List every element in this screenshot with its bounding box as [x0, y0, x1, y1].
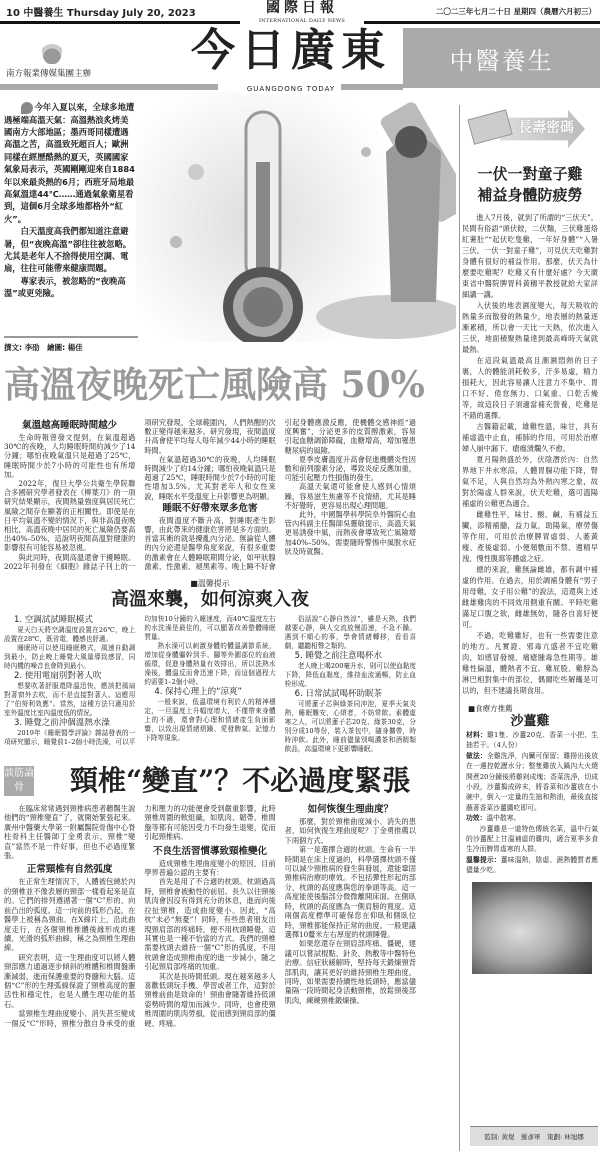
- tip-text: 夏天白天將空調溫度設置在26℃，晚上設置在28℃，既省電，體感也舒適。: [4, 626, 136, 644]
- quote-icon: [21, 102, 33, 114]
- article-paragraph: 2022年，復旦大學公共衛生學院聯合多國研究學者發表在《柳葉刀》的一項研究結果顯示，夜間熱量強度與居民死亡風險之間存在顯著的正相關性。即使是在日平均氣溫不變的情況下，與非高溫夜晚相比，高溫夜晚中居民的死亡風險仍要高出40%–50%，這說明夜間高溫對健康的影響很有可能容易被忽視。: [4, 479, 136, 553]
- lead-text: [4, 101, 136, 300]
- tip-text: 想要吹著舒服還降溫迅快，應該把風扇對著窗外去吹，而不是直接對著人。這應用了“伯努利效應”。當然，這種方法只適用於室外溫度比室內溫度低的情況。: [4, 682, 136, 718]
- tip-heading: 6. 日常試試喝杯助眠茶: [294, 689, 382, 700]
- chicken-dish-photo: [472, 882, 592, 974]
- tip-text: 2019年《睡眠醫學評論》雜誌發表的一項研究顯示，睡覺前1–2個小時洗澡，可以平均加快10分鐘的入睡速度，而40℃溫度左右的水洗澡是最佳的，可以顯著改善整體睡眠質量。: [4, 615, 276, 747]
- spine-headline: 頸椎“變直”？不必過度緊張: [70, 764, 411, 798]
- section-title: 中醫養生: [403, 28, 600, 88]
- article-paragraph: 與此同時，夜間高溫還會干擾睡眠。2022年刊發在《細胞》雜誌子刊上的一項研究發現，全球範圍內，人們熱醒的次數正變得越來越多。研究發現，夜間溫度升高會使平均每人每年減少44小時的睡眠時間。: [4, 418, 276, 571]
- recipe-method: [466, 751, 598, 813]
- article-paragraph: 總的來說，雞無論雌雄，都有調中補虛的作用。在過去，用於調補身體有“男子用母雞，女子用公雞”的說法，這還與上述雌雄雞肉的不同效用側重有關。平時吃雞滿足口腹之欲，雌雄無妨，隨各自喜好便可。: [462, 565, 598, 629]
- article-paragraph: 造成頸椎生理曲度變小的原因，目前學界普遍公認的主要有：: [144, 858, 276, 878]
- publisher-logo: [6, 30, 106, 79]
- value: 溫中散寒。: [486, 814, 521, 823]
- tip-heading: 2. 使用電扇別對著人吹: [14, 671, 102, 682]
- sidebar-headline-line: 補益身體防疲勞: [477, 186, 583, 204]
- banner-label: 長壽密碼: [518, 120, 574, 136]
- article-paragraph: 第一是選擇合適的枕頭。生命有一半時間是在床上度過的，科學選擇枕頭不僅可以減少頸椎病的發生與發展，還能鞏固頸椎病治療的療效。不包括彈性形起的部分，枕頭的高度應與您的拳頭等高。這一高度能使後腦部分微微離開床面。在側臥時，枕頭的高度應為一側肩膀的寬度。這兩個高度標準可確保您在仰臥和側臥位時，頸椎都能保持正常的曲度。一般建議選擇10釐米左右厚度的枕頭睡覺。: [284, 845, 416, 939]
- article-paragraph: 夏季皮膚溫度升高會促進機體炎性因數和前列腺素分泌，導致炎症反應加重，可能引起壓力性損傷的發生。: [284, 454, 416, 483]
- article-subheading: 不良生活習慣導致頸椎變化: [152, 845, 267, 857]
- article-paragraph: 如果您還存在頸肩部疼痛、僵硬，建議可以嘗試棍點、針灸、熱敷等中醫特色治療。信症狀緩解時，堅持每天鍛煉頸背部肌肉，讓其更好的維持頸椎生理曲度。同時，如果需要持續性地低頭時，應當儘量隔一段時間起身活動頸椎，放鬆頸後部肌肉，練練頸椎鍛煉操。: [284, 939, 416, 1005]
- tip-heading: 1. 空調試試睡眠模式: [14, 615, 93, 626]
- value: 雞1隻、沙薑20克、香菜一小把、生抽若干。（4人份）: [466, 731, 598, 750]
- lead-paragraph: 專家表示，被忽略的“夜晚高溫”或更兇險。: [4, 275, 126, 299]
- left-content: [4, 418, 416, 1028]
- issue-date: 二〇二三年七月二十日 星期四（農曆六月初三）: [435, 7, 596, 16]
- lead-paragraph: 白天溫度高我們都知道注意避暑，但“夜晚高溫”卻往往被忽略。尤其是老年人不捨得使用空調、電扇，往往可能帶來健康問題。: [4, 226, 132, 274]
- article-paragraph: 此外，中國醫學科學院阜外醫院心血管內科副主任醫師吳靈敏提示，高溫天氣更易誘發中風，而熱夜會導致死亡風險增加40%–50%。需要隨時警惕中風脫水症狀及時就醫。: [284, 510, 416, 556]
- article-subheading: 睡眠不好帶來眾多危害: [162, 502, 258, 514]
- recipe-materials: [466, 730, 598, 751]
- lead-paragraph-text: 今年入夏以來，全球多地遭遇極端高溫天氣：高溫熱浪炙烤美國南方大部地區；墨西哥同樣遭遇高溫之苦，高溫致死超百人；歐洲同樣在經歷酷熱的夏天，英國國家氣象局表示，英國剛剛迎來自1884年以來最炎熱的6月；西班牙局地最高氣溫達44℃……通過氣象衛星看到，這個6月全球多地都格外“紅火”。: [4, 102, 135, 224]
- divider: [4, 336, 138, 338]
- article-paragraph: 當頸椎生理曲度變小、消失甚至變成一個反“C”形時，頸椎分散自身承受的重力和壓力的功能便會受到嚴重影響，此時頸椎周圍的軟組織，如肌肉、韌帶、椎間盤等都有可能因受力不均發生退變，從而引起頸椎病。: [4, 804, 276, 1028]
- flame-logo-icon: [42, 30, 62, 64]
- article-paragraph: 那麼，對於頸椎曲度減小、消失的患者，如何恢復生理曲度呢？丁金勇推薦以下兩個方式。: [284, 817, 416, 845]
- column-tag: 談筋論骨: [4, 766, 34, 796]
- paper-name: [240, 0, 364, 27]
- lead-paragraph: [4, 101, 136, 225]
- spine-article: [4, 804, 416, 1028]
- tip-text: 俗話說“心靜自然涼”，雖是天熱，我們越要心靜，與人交流放慢語速，不急不躁。遇到不順心的事，學會情緒轉移，看看喜劇，聽聽相聲之類的。: [284, 615, 416, 651]
- article-subheading: 正常頸椎有自然弧度: [26, 864, 113, 876]
- article-paragraph: 在氣溫超過30℃的夜晚，人均睡眠時間減少了約14分鐘；哪怕夜晚氣溫只是超過了25℃，睡眠時間少於7小時的可能性增加3.5%。尤其對老年人和女性來說，睡眠水平受溫度上升影響更為明顯。: [144, 454, 276, 501]
- article-paragraph: 其次是長時間低頭。現在越來越多人喜歡低頭玩手機、學習或者工作，這對於頸椎前曲是致命的！頸曲會隨著維持低頭姿勢時間的增加而減少。同時，也會使頸椎周圍的肌肉勞損，從而感到頸肩部的僵硬、疼痛。: [144, 971, 276, 1028]
- sidebar-article: [462, 212, 598, 696]
- article-paragraph: 雌雞性平，味甘、酸、鹹，有補益五臟，添精補髓，益力氣，助陽氣，療勞傷等作用，可用於治療脾胃虛弱、人萎黃瘦、產後虛弱、小便頻數而不禁、遺精早洩、慢性腹瀉等體虛之症。: [462, 510, 598, 563]
- article-paragraph: 進入7月後，就到了所謂的“三伏天”。民間有俗語“頭伏餃，二伏麵，三伏雞蛋烙紅薯肚”“起伏吃隻雞，一年好身體”“入暑三伏，一伏一對童子雞”，可見伏天吃雞對身體有很好的補益作用。那麼，伏天為什麼要吃雞呢？吃雞又有什麼好處？今天廣東省中醫院脾胃科黃穗平教授就給大家詳細講一講。: [462, 213, 598, 299]
- tip-text: 老人晚上喝200毫升水，則可以使血黏度下降，降低血黏度，維持血流通暢，防止血栓形成。: [284, 662, 416, 689]
- right-content: [462, 164, 598, 974]
- masthead: [182, 26, 400, 95]
- article-paragraph: 夜間溫度不斷升高，對睡眠產生影響，由此帶來的健康危害將是多方面的。首當其衝的就是擾亂內分泌。無論從人體的內分泌還是醫學角度來說，有很多重要的激素會在人體睡眠期間分泌，如甲狀腺激素、性激素、褪黑素等。晚上睡不好會引起身體應激反應，使機體交感神經“過度興奮”，分泌更多的皮質醇激素，容易引起血糖調節障礙，血糖增高，增加罹患糖尿病的風險。: [144, 418, 416, 571]
- article-paragraph: 首先是用了不合適的枕頭。枕頭過高時，頸椎會被動性的前屈。長久以往頸後肌肉會因沒有得到充分的休息，進而向後拉扯頸椎，造成曲度變小。因此，“高枕”未必“無憂”！同時，有些患者朋友出現頸肩部的疼痛時，便不用枕頭睡覺，這其實也是一種不恰當的方式。我們的頸椎需要枕頭去維持一個“C”形的弧度，不用枕頭會造成頸椎曲度的進一步減小，隨之引起頸肩部疼痛的加重。: [144, 877, 276, 972]
- article-paragraph: 在臨床常常遇到頸椎病患者聽醫生說他們的“頸椎變直”了，就開始緊張起來。廣州中醫藥大學第一附屬醫院骨傷中心脊柱骨科主任醫師丁金勇表示，頸椎“變直”當然不是一件好事，但也不必過度緊張。: [4, 804, 136, 861]
- tip-heading: 5. 睡覺之前注意喝杯水: [294, 651, 382, 662]
- paper-name-en: INTERNATIONAL DAILY NEWS: [259, 18, 345, 24]
- label: 做法：: [466, 751, 487, 760]
- sidebar-headline-line: 一伏一對童子雞: [477, 165, 583, 183]
- tip-text: 一般來說，低溫環境有利於人的精神穩定，一旦溫度上升幅度增大，不僅帶來身體上的不適，還會對心理和情緒產生負面影響，以致出現情緒煩躁、愛發脾氣、記憶力下降等現象。: [144, 698, 276, 743]
- article-paragraph: 高溫天氣還可能會使人感到心情煩躁，容易滋生焦慮等不良情緒，尤其是睡不好覺時，更容易出現心理問題。: [284, 482, 416, 510]
- tip-heading: 4. 保持心理上的“涼爽”: [154, 687, 242, 698]
- article-paragraph: 在正常生理情況下，人體被包繞於內的頸椎並不像表層的頸部一樣看起來是直的。它們的排列遵循著一個“C”形的、向前凸出的弧度。這一向前的弧形凸起，在醫學上被稱為頸曲。在X線片上，沿此曲度走行，在各個頸椎椎體後緣形成的連續、光滑的弧形曲線，稱之為頸椎生理曲線。: [4, 877, 136, 953]
- heat-illustration-icon: [136, 92, 456, 342]
- value: 全雞洗淨，內臟可保留；雞撈出後放在一邊控乾瀝水分；整隻雞放入鍋內大火燒開煮20分鐘後將雞剁成塊；香菜洗淨，切成小段，沙薑搗成碎末，將香菜和沙薑放在小碗中，倒入一定量的生抽和熱油，最後直接蘸著香菜沙薑醬吃即可。: [466, 751, 599, 812]
- masthead-en: GUANGDONG TODAY: [241, 84, 341, 94]
- paper-name-cn: 國際日報: [266, 0, 338, 16]
- tips-list: [4, 615, 416, 754]
- tips-title: 高溫來襲，如何涼爽入夜: [111, 589, 309, 611]
- longevity-banner: [470, 102, 598, 154]
- thermometer-illustration: [136, 92, 456, 342]
- label: 功效：: [466, 814, 487, 823]
- sidebar-headline: [462, 164, 598, 206]
- tip-text: 睡眠時可以使用睡眠模式，風速自動調到最小，防止晚上睡覺大風量導致感冒，同時內機的噪音也會降到最小。: [4, 644, 136, 671]
- article-subheading: 氣溫越高睡眠時間越少: [22, 420, 118, 431]
- article-subheading: 如何恢復生理曲度？: [307, 804, 394, 816]
- article-paragraph: 夏月陽熱盛於外，伏陰潛於內：自然界地下井水寒涼，人體胃腸功能下降，腎氣不足，人與自然均為外熱內寒之象，故對於陽虛人群來說，伏天吃雞，選可溫陽補虛的公雞更為適合。: [462, 455, 598, 508]
- recipe-desc: 沙薑雞是一道特色傳統名菜，溫中行氣的沙薑配上甘溫補虛的雞肉，適合夏季多食生冷而脾胃虛寒的人群。: [466, 824, 598, 854]
- label: 材料：: [466, 731, 487, 739]
- column-divider: [459, 105, 460, 1151]
- article-paragraph: 研究表明，這一生理曲度可以將人體頸部應力通過逐步傾斜的椎體和椎間盤漸漸減弱，進而保護重要的脊髓和大腦。這個“C”形的生理弧線保證了頸椎高度的靈活性和穩定性，也是人體生理功能的基石。: [4, 952, 136, 1009]
- article-paragraph: 生命時報曾發文提到，在氣溫超過30℃的夜晚，人均睡眠時間約減少了14分鐘；哪怕夜晚氣溫只是超過了25℃，睡眠時間少於7小時的可能性也有所增加。: [4, 433, 136, 479]
- tips-tag: ■溫馨提示: [190, 579, 230, 589]
- spine-header: [4, 762, 416, 800]
- article-paragraph: 入伏後的地表濕度變大，每天吸收的熱量多而散發的熱量少，地表層的熱量逐漸累積，所以會一天比一天熱，依次進入三伏，地面積聚熱量達到最高峰時天氣就最熱。: [462, 301, 598, 354]
- label: 溫馨提示：: [466, 855, 501, 864]
- masthead-title: 今日廣東: [191, 25, 391, 76]
- tip-text: 熱水澡可以刺激身體的體溫調節系統，增加從身體軀幹到手、腳等外圍部位的血液循環，促進身體熱量有效排出，所以洗熱水澡後，體溫反而會迅速下降，而這個過程大約需要1–2個小時。: [144, 642, 276, 687]
- article-paragraph: 古醫籍記載，雄雞性溫，味甘，具有補虛溫中止血，補肺的作用，可用於治療婦人崩中漏下、瘡瘍潰爛久不愈。: [462, 422, 598, 453]
- recipe-effect: [466, 813, 598, 823]
- recipe-tag: ■食療方推薦: [468, 704, 513, 713]
- tip-text: 可將蓮子芯與綠茶同沖泡，夏季天氣炎熱，睡眠難安，心煩者，不妨常飲。素體虛寒之人，可以將蓮子芯20克、綠茶30克，分別分成10等份，裝入茶包中，隨身攜帶，時時沖飲。此外，睡前儘量別喝濃茶和酒精類飲品，高溫環境下更影響睡眠。: [284, 700, 416, 754]
- publisher-name: 南方報業傳媒集團主辦: [6, 69, 92, 79]
- page-label: 10 中醫養生 Thursday July 20, 2023: [6, 8, 196, 19]
- article-paragraph: 不過，吃雞雖好，也有一些需要注意的地方。凡實證、邪毒亢盛者不宜吃雞肉，如感冒發燒、痛瘡腫毒急性期等。雄雞性偏溫，體熱者不宜。雞屁股、雞脖為淋巴相對集中的部位，偶爾吃些解饞是可以的，但不建議長期食用。: [462, 631, 598, 695]
- credits: 監制: 黃煜 羅彥軍 策劃: 林旭娜: [470, 1126, 598, 1146]
- value: 薑味溫熱，陰虛、濕熱體質者應儘量少吃。: [466, 855, 599, 875]
- main-article: [4, 418, 416, 571]
- main-headline: 高溫夜晚死亡風險高 50%: [4, 364, 425, 406]
- tip-heading: 3. 睡覺之前沖個溫熱水澡: [14, 718, 110, 729]
- article-paragraph: 在這段氣溫最高且潮濕悶熱的日子裏，人的體能消耗較多，汗多易虛，精力損耗大，因此容易讓人注意力不集中、胃口不好、倦怠無力、口氣重、口乾舌燥等，故這段日子須適當補充營養，吃雞是不錯的選擇。: [462, 356, 598, 420]
- recipe-warning: [466, 855, 598, 876]
- recipe-body: [462, 730, 598, 876]
- byline: 撰文: 李劭 繪圖: 楊佳: [4, 343, 83, 352]
- recipe-title: 沙薑雞: [510, 714, 550, 729]
